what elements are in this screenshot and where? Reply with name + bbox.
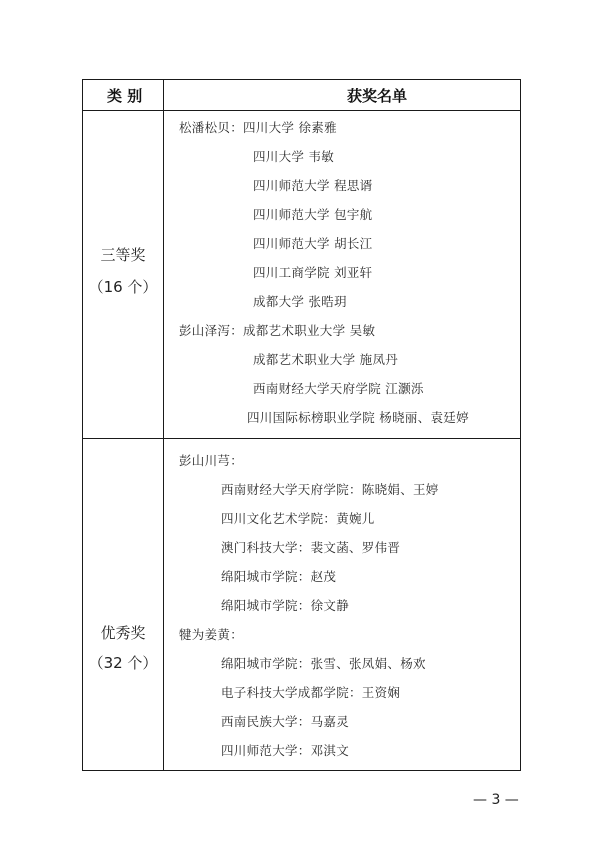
list-item: 电子科技大学成都学院：王资娴 — [221, 685, 401, 700]
page-number: — 3 — — [473, 792, 519, 808]
list-item: 西南民族大学：马嘉灵 — [221, 714, 350, 729]
list-item: 四川国际标榜职业学院 杨晓丽、袁廷婷 — [247, 410, 469, 425]
third-prize-count: （16 个） — [88, 278, 158, 296]
list-item: 四川师范大学：邓淇文 — [221, 743, 350, 758]
list-item: 成都大学 张晧玥 — [253, 294, 347, 309]
list-item: 四川师范大学 包宇航 — [253, 207, 373, 222]
third-prize-label: 三等奖 — [100, 246, 146, 264]
list-item: 犍为姜黄： — [179, 627, 244, 642]
award-table — [82, 79, 521, 771]
list-item: 西南财经大学天府学院 江灏泺 — [253, 381, 424, 396]
list-item: 成都艺术职业大学 施凤丹 — [253, 352, 399, 367]
header-category: 类 别 — [107, 87, 143, 105]
list-item: 澳门科技大学：裴文菡、罗伟晋 — [221, 540, 401, 555]
list-item: 绵阳城市学院：张雪、张凤娟、杨欢 — [221, 656, 426, 671]
excellence-prize-count: （32 个） — [88, 654, 158, 672]
list-item: 四川工商学院 刘亚轩 — [253, 265, 373, 280]
list-item: 松潘松贝：四川大学 徐素雅 — [179, 120, 337, 135]
list-item: 彭山泽泻：成都艺术职业大学 吴敏 — [179, 323, 376, 338]
list-item: 四川文化艺术学院：黄婉儿 — [221, 511, 375, 526]
list-item: 西南财经大学天府学院：陈晓娟、王婷 — [221, 482, 439, 497]
section-divider — [83, 438, 520, 439]
list-item: 四川师范大学 胡长江 — [253, 236, 373, 251]
column-divider — [163, 80, 164, 770]
list-item: 四川师范大学 程思谞 — [253, 178, 373, 193]
list-item: 绵阳城市学院：徐文静 — [221, 598, 350, 613]
list-item: 四川大学 韦敏 — [253, 149, 335, 164]
header-winners: 获奖名单 — [347, 87, 408, 105]
list-item: 彭山川芎： — [179, 453, 244, 468]
list-item: 绵阳城市学院：赵茂 — [221, 569, 337, 584]
excellence-prize-label: 优秀奖 — [100, 624, 146, 642]
header-divider — [83, 110, 520, 111]
